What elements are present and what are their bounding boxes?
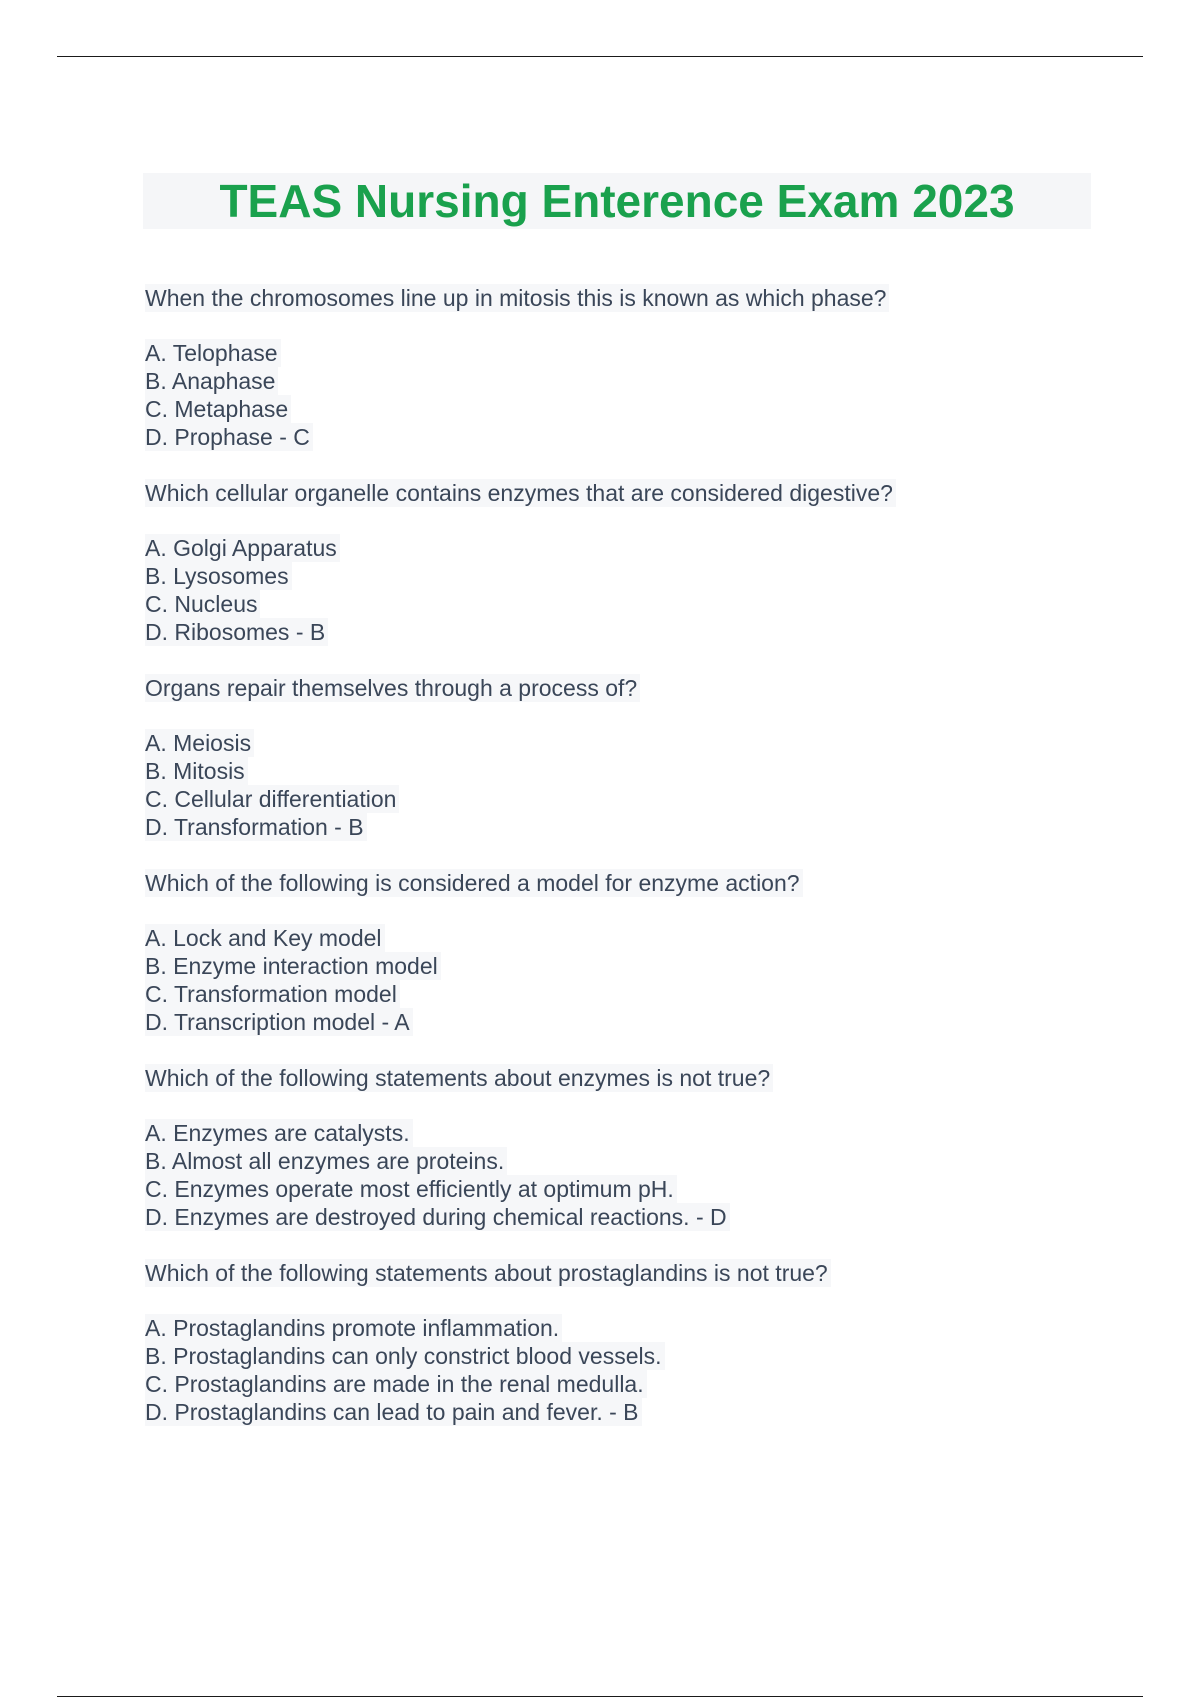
- answer-option-text: D. Ribosomes - B: [145, 618, 328, 646]
- question-text: Which of the following statements about prostaglandins is not true?: [145, 1259, 831, 1287]
- answer-option: [145, 339, 1095, 367]
- answer-option: [145, 395, 1095, 423]
- question-text: Which of the following is considered a model for enzyme action?: [145, 869, 803, 897]
- answer-option-text: A. Lock and Key model: [145, 924, 385, 952]
- answer-option-text: A. Telophase: [145, 339, 281, 367]
- answer-option-text: C. Enzymes operate most efficiently at optimum pH.: [145, 1175, 677, 1203]
- answer-option: [145, 590, 1095, 618]
- answer-options: [145, 339, 1095, 451]
- answer-option: [145, 1203, 1095, 1231]
- answer-option-text: B. Anaphase: [145, 367, 278, 395]
- answer-option: [145, 1119, 1095, 1147]
- question-block: [145, 869, 1095, 1064]
- answer-option: [145, 1398, 1095, 1426]
- answer-options: [145, 1314, 1095, 1426]
- answer-option-text: C. Cellular differentiation: [145, 785, 399, 813]
- answer-option-text: B. Enzyme interaction model: [145, 952, 441, 980]
- answer-option: [145, 785, 1095, 813]
- question-text: Which of the following statements about enzymes is not true?: [145, 1064, 773, 1092]
- answer-option-text: D. Prostaglandins can lead to pain and fever. - B: [145, 1398, 642, 1426]
- bottom-rule: [57, 1696, 1143, 1697]
- answer-option: [145, 367, 1095, 395]
- answer-option: [145, 534, 1095, 562]
- question-list: [145, 284, 1095, 1454]
- answer-options: [145, 924, 1095, 1036]
- question-block: [145, 479, 1095, 674]
- answer-option-text: C. Nucleus: [145, 590, 260, 618]
- answer-option: [145, 757, 1095, 785]
- answer-option-text: C. Prostaglandins are made in the renal medulla.: [145, 1370, 647, 1398]
- answer-option-text: D. Transcription model - A: [145, 1008, 413, 1036]
- answer-option-text: A. Enzymes are catalysts.: [145, 1119, 413, 1147]
- answer-options: [145, 534, 1095, 646]
- question-block: [145, 674, 1095, 869]
- question-text: When the chromosomes line up in mitosis this is known as which phase?: [145, 284, 889, 312]
- answer-option: [145, 729, 1095, 757]
- answer-option-text: D. Enzymes are destroyed during chemical reactions. - D: [145, 1203, 730, 1231]
- question-text: Which cellular organelle contains enzymes that are considered digestive?: [145, 479, 896, 507]
- answer-option-text: A. Prostaglandins promote inflammation.: [145, 1314, 562, 1342]
- answer-option: [145, 813, 1095, 841]
- top-rule: [57, 56, 1143, 57]
- answer-option: [145, 924, 1095, 952]
- question-block: [145, 284, 1095, 479]
- answer-option: [145, 1370, 1095, 1398]
- answer-option-text: A. Golgi Apparatus: [145, 534, 340, 562]
- document-title: TEAS Nursing Enterence Exam 2023: [219, 175, 1015, 227]
- answer-option-text: B. Mitosis: [145, 757, 248, 785]
- answer-option: [145, 562, 1095, 590]
- answer-options: [145, 1119, 1095, 1231]
- answer-option: [145, 952, 1095, 980]
- answer-option-text: B. Almost all enzymes are proteins.: [145, 1147, 507, 1175]
- answer-option: [145, 423, 1095, 451]
- answer-option-text: B. Lysosomes: [145, 562, 292, 590]
- answer-option-text: C. Transformation model: [145, 980, 400, 1008]
- answer-option: [145, 1147, 1095, 1175]
- answer-options: [145, 729, 1095, 841]
- question-block: [145, 1259, 1095, 1454]
- answer-option-text: B. Prostaglandins can only constrict blood vessels.: [145, 1342, 665, 1370]
- answer-option: [145, 1175, 1095, 1203]
- answer-option: [145, 1314, 1095, 1342]
- answer-option-text: D. Transformation - B: [145, 813, 367, 841]
- answer-option-text: D. Prophase - C: [145, 423, 313, 451]
- answer-option-text: C. Metaphase: [145, 395, 291, 423]
- answer-option: [145, 980, 1095, 1008]
- question-block: [145, 1064, 1095, 1259]
- answer-option: [145, 1342, 1095, 1370]
- question-text: Organs repair themselves through a process of?: [145, 674, 640, 702]
- answer-option-text: A. Meiosis: [145, 729, 254, 757]
- answer-option: [145, 1008, 1095, 1036]
- answer-option: [145, 618, 1095, 646]
